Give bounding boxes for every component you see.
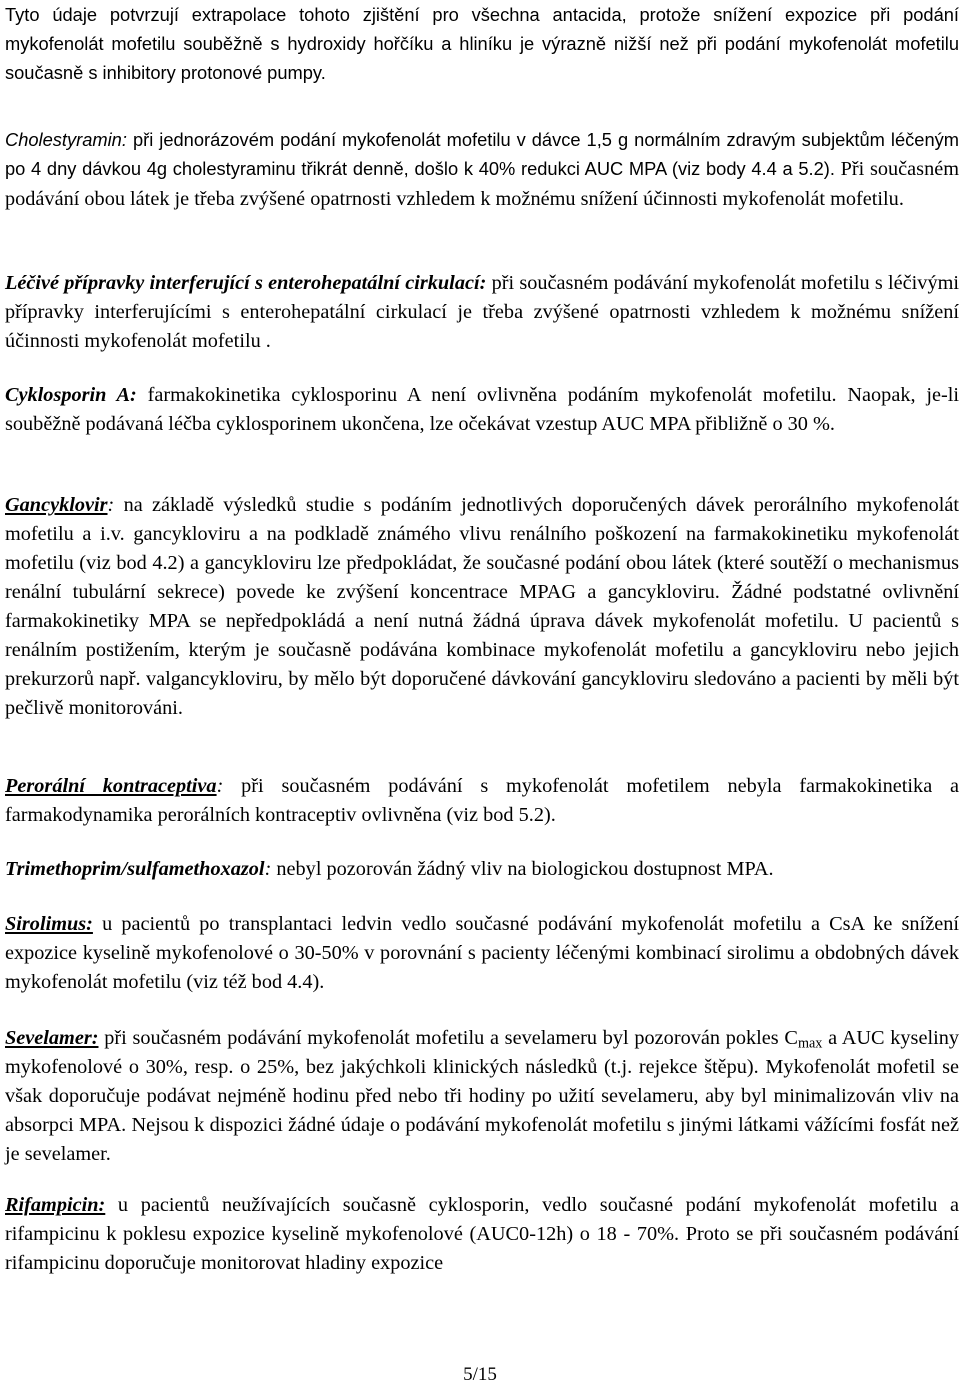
paragraph-text: farmakokinetika cyklosporinu A není ovlivněna podáním mykofenolát mofetilu. Naopak, je-li souběžně podávaná léčba cyklosporinem ukončena, lze očekávat vzestup AUC MPA přibližně o 30 %. — [5, 384, 959, 435]
term-cyklosporin: Cyklosporin A: — [5, 384, 137, 406]
paragraph-text: při současném podávání mykofenolát mofetilu s léčivými přípravky interferujícími s enterohepatální cirkulací je třeba zvýšené opatrnosti vzhledem k možnému snížení účinnosti mykofenolát mofetilu . — [5, 272, 959, 352]
paragraph-sirolimus — [5, 910, 959, 997]
term-gancyklovir: Gancyklovir — [5, 494, 108, 516]
term-cholestyramin: Cholestyramin — [5, 129, 122, 150]
paragraph-cyklosporin — [5, 381, 959, 439]
paragraph-trimethoprim — [5, 855, 959, 884]
paragraph-sevelamer — [5, 1024, 959, 1169]
term-colon: : — [121, 129, 127, 150]
paragraph-text: při současném podávání s mykofenolát mofetilem nebyla farmakokinetika a farmakodynamika perorálních kontraceptiv ovlivněna (viz bod 5.2). — [5, 775, 959, 826]
term-sirolimus: Sirolimus: — [5, 913, 93, 935]
paragraph-text: u pacientů neužívajících současně cyklosporin, vedlo současné podání mykofenolát mofetilu a rifampicinu k poklesu expozice kyselině mykofenolové (AUC0-12h) o 18 - 70%. Proto se při současném podávání rifampicinu doporučuje monitorovat hladiny expozice — [5, 1194, 959, 1274]
paragraph-enterohepatal — [5, 269, 959, 356]
paragraph-text: Tyto údaje potvrzují extrapolace tohoto zjištění pro všechna antacida, protože snížení expozice při podání mykofenolát mofetilu souběžně s hydroxidy hořčíku a hliníku je výrazně nižší než při podání mykofenolát mofetilu současně s inhibitory protonové pumpy. — [5, 4, 959, 83]
paragraph-rifampicin — [5, 1191, 959, 1278]
subscript-max: max — [797, 1035, 823, 1052]
paragraph-kontraceptiva — [5, 772, 959, 830]
term-trimethoprim: Trimethoprim/sulfamethoxazol — [5, 858, 265, 880]
term-colon: : — [264, 858, 272, 880]
paragraph-text: na základě výsledků studie s podáním jednotlivých doporučených dávek perorálního mykofenolát mofetilu a i.v. gancykloviru a na podkladě známého vlivu renálního poškození na farmakokinetiku mykofenolát mofetilu (viz bod 4.2) a gancykloviru lze předpokládat, že současné podání obou látek (které soutěží o mechanismus renální tubulární sekrece) povede ke zvýšení koncentrace MPAG a gancykloviru. Žádné podstatné ovlivnění farmakokinetiky MPA se nepředpokládá a není nutná žádná úprava dávek mykofenolát mofetilu. U pacientů s renálním postižením, kterým je současně podávána kombinace mykofenolát mofetilu a gancykloviru nebo jejich prekurzorů např. valgancykloviru, by mělo být doporučené dávkování gancykloviru sledováno a pacienti by měli být pečlivě monitorováni. — [5, 494, 959, 719]
paragraph-gancyklovir — [5, 491, 959, 723]
paragraph-text-serif: Při současném podávání obou látek je třeba zvýšené opatrnosti vzhledem k možnému snížení účinnosti mykofenolát mofetilu. — [5, 158, 959, 210]
paragraph-text: a AUC kyseliny mykofenolové o 30%, resp. o 25%, bez jakýchkoli klinických následků (t.j. rejekce štěpu). Mykofenolát mofetil se však doporučuje podávat nejméně hodinu před nebo tři hodiny po užití sevelameru, aby byl minimalizován vliv na absorpci MPA. Nejsou k dispozici žádné údaje o podávání mykofenolát mofetilu s jinými látkami vážícími fosfát než je sevelamer. — [5, 1027, 959, 1165]
paragraph-text: u pacientů po transplantaci ledvin vedlo současné podávání mykofenolát mofetilu a CsA ke snížení expozice kyselině mykofenolové o 30-50% v porovnání s pacienty léčenými kombinací sirolimu a obdobných dávek mykofenolát mofetilu (viz též bod 4.4). — [5, 913, 959, 993]
term-rifampicin: Rifampicin: — [5, 1194, 106, 1216]
paragraph-text: při jednorázovém podání mykofenolát mofetilu v dávce 1,5 g normálním zdravým subjektům léčeným po 4 dny dávkou 4g cholestyraminu třikrát denně, došlo k 40% redukci AUC MPA (viz body 4.4 a 5.2). — [5, 129, 959, 179]
page-number: 5/15 — [463, 1364, 497, 1385]
term-kontraceptiva: Perorální kontraceptiva — [5, 775, 217, 797]
term-sevelamer: Sevelamer: — [5, 1027, 99, 1049]
term-enterohepatal: Léčivé přípravky interferující s enterohepatální cirkulací: — [5, 272, 487, 294]
paragraph-antacids — [5, 0, 959, 87]
paragraph-cholestyramin — [5, 125, 959, 214]
term-colon: : — [107, 494, 115, 516]
term-colon: : — [216, 775, 224, 797]
paragraph-text: při současném podávání mykofenolát mofetilu a sevelameru byl pozorován pokles C — [98, 1027, 798, 1049]
paragraph-text: nebyl pozorován žádný vliv na biologickou dostupnost MPA. — [271, 858, 774, 880]
